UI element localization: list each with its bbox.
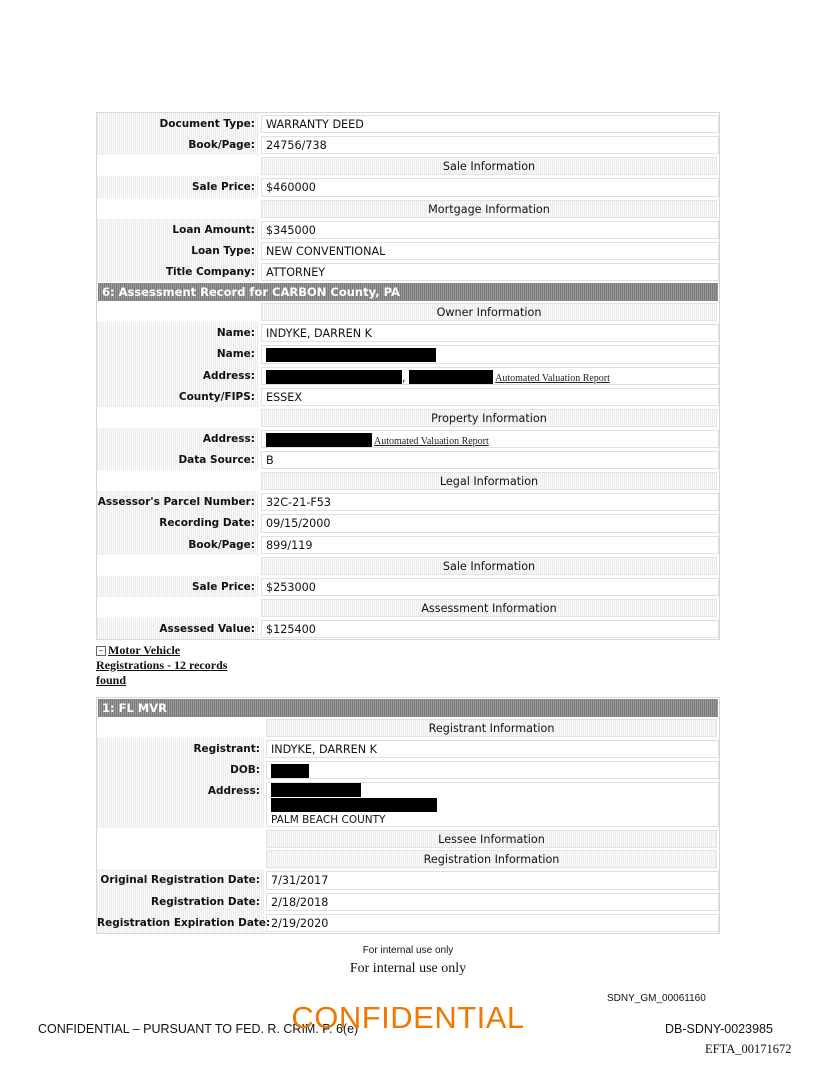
field-value (261, 430, 719, 448)
book-page-row (97, 134, 719, 155)
field-value: INDYKE, DARREN K (261, 324, 719, 342)
section-heading: Property Information (261, 409, 717, 427)
field-label: Sale Price: (97, 176, 259, 197)
section-heading: Registration Information (266, 850, 717, 868)
redaction-box (271, 798, 437, 812)
data-source-row (97, 449, 719, 470)
field-label: Sale Price: (97, 576, 259, 597)
field-label: Assessed Value: (97, 618, 259, 639)
field-label: Document Type: (97, 113, 259, 134)
redaction-box (271, 764, 309, 779)
original-registration-row (97, 869, 719, 890)
owner-address-row (97, 365, 719, 386)
field-value: B (261, 451, 719, 469)
automated-valuation-link[interactable]: Automated Valuation Report (374, 435, 489, 447)
section-heading: Sale Information (261, 557, 717, 575)
section-heading: Sale Information (261, 157, 717, 175)
registrant-row (97, 738, 719, 759)
field-label: Data Source: (97, 449, 259, 470)
section-heading: Lessee Information (266, 830, 717, 848)
registration-expiration-row (97, 912, 719, 933)
field-value: ESSEX (261, 388, 719, 406)
field-value: $125400 (261, 620, 719, 638)
field-label: Address: (97, 428, 259, 449)
record-header: 1: FL MVR (98, 699, 718, 717)
loan-type-row (97, 240, 719, 261)
address-county-line: PALM BEACH COUNTY (271, 814, 386, 827)
field-value: 2/19/2020 (266, 914, 719, 932)
collapse-icon[interactable]: − (96, 646, 106, 656)
field-label: County/FIPS: (97, 386, 259, 407)
internal-use-note-small: For internal use only (362, 945, 454, 956)
field-label: Loan Amount: (97, 219, 259, 240)
section-heading: Mortgage Information (261, 200, 717, 218)
recording-date-row (97, 512, 719, 533)
field-value (266, 782, 719, 827)
field-label: Original Registration Date: (97, 869, 264, 890)
motor-vehicle-section-toggle[interactable] (96, 643, 246, 688)
dob-row (97, 759, 719, 780)
field-label: Book/Page: (97, 534, 259, 555)
field-value: , Automated Valuation Report (261, 367, 719, 385)
section-heading: Registrant Information (266, 719, 717, 737)
bates-number-top: SDNY_GM_00061160 (607, 993, 706, 1004)
field-value (261, 345, 719, 363)
field-value: 2/18/2018 (266, 893, 719, 911)
field-label: Name: (97, 322, 259, 343)
field-label: Registration Expiration Date: (97, 912, 264, 933)
field-value: $253000 (261, 578, 719, 596)
field-value: ATTORNEY (261, 263, 719, 281)
redaction-box (266, 433, 372, 447)
redaction-box (266, 370, 402, 384)
field-label: Assessor's Parcel Number: (97, 491, 259, 512)
field-label: Recording Date: (97, 512, 259, 533)
property-address-row (97, 428, 719, 449)
field-value: WARRANTY DEED (261, 115, 719, 133)
field-value: 899/119 (261, 536, 719, 554)
record-header: 6: Assessment Record for CARBON County, PA (98, 283, 718, 301)
automated-valuation-link[interactable]: Automated Valuation Report (495, 372, 610, 384)
registration-date-row (97, 891, 719, 912)
prior-record-table (96, 112, 720, 640)
sale-price-row (97, 176, 719, 197)
field-value: $345000 (261, 221, 719, 239)
owner-name2-row (97, 343, 719, 364)
field-label: Address: (97, 780, 264, 828)
field-label: Title Company: (97, 261, 259, 282)
field-value: NEW CONVENTIONAL (261, 242, 719, 260)
bates-number-bottom: DB-SDNY-0023985 (665, 1022, 773, 1036)
field-value: $460000 (261, 178, 719, 196)
field-value: 32C-21-F53 (261, 493, 719, 511)
title-company-row (97, 261, 719, 282)
redaction-box (266, 348, 436, 362)
internal-use-note-large: For internal use only (349, 961, 467, 976)
document-type-row (97, 113, 719, 134)
mvr-record-table (96, 697, 720, 934)
redaction-box (271, 783, 361, 797)
field-label: Registration Date: (97, 891, 264, 912)
section-heading: Owner Information (261, 303, 717, 321)
motor-vehicle-title[interactable]: Motor Vehicle Registrations - 12 records found (96, 643, 228, 687)
field-value: 09/15/2000 (261, 514, 719, 532)
field-value: 7/31/2017 (266, 871, 719, 889)
efta-number: EFTA_00171672 (705, 1042, 792, 1056)
field-label: Loan Type: (97, 240, 259, 261)
county-row (97, 386, 719, 407)
owner-name-row (97, 322, 719, 343)
sale-price-row (97, 576, 719, 597)
field-label: DOB: (97, 759, 264, 780)
field-label: Address: (97, 365, 259, 386)
confidential-stamp: CONFIDENTIAL (291, 1000, 525, 1035)
address-row (97, 780, 719, 828)
field-label: Registrant: (97, 738, 264, 759)
field-value (266, 761, 719, 779)
loan-amount-row (97, 219, 719, 240)
field-label: Book/Page: (97, 134, 259, 155)
confidentiality-notice: CONFIDENTIAL – PURSUANT TO FED. R. CRIM. P. 6(e) (38, 1022, 359, 1036)
field-value: 24756/738 (261, 136, 719, 154)
field-label: Name: (97, 343, 259, 364)
assessed-value-row (97, 618, 719, 639)
book-page-row (97, 534, 719, 555)
field-value: INDYKE, DARREN K (266, 740, 719, 758)
section-heading: Assessment Information (261, 599, 717, 617)
parcel-row (97, 491, 719, 512)
section-heading: Legal Information (261, 472, 717, 490)
redaction-box (409, 370, 493, 384)
